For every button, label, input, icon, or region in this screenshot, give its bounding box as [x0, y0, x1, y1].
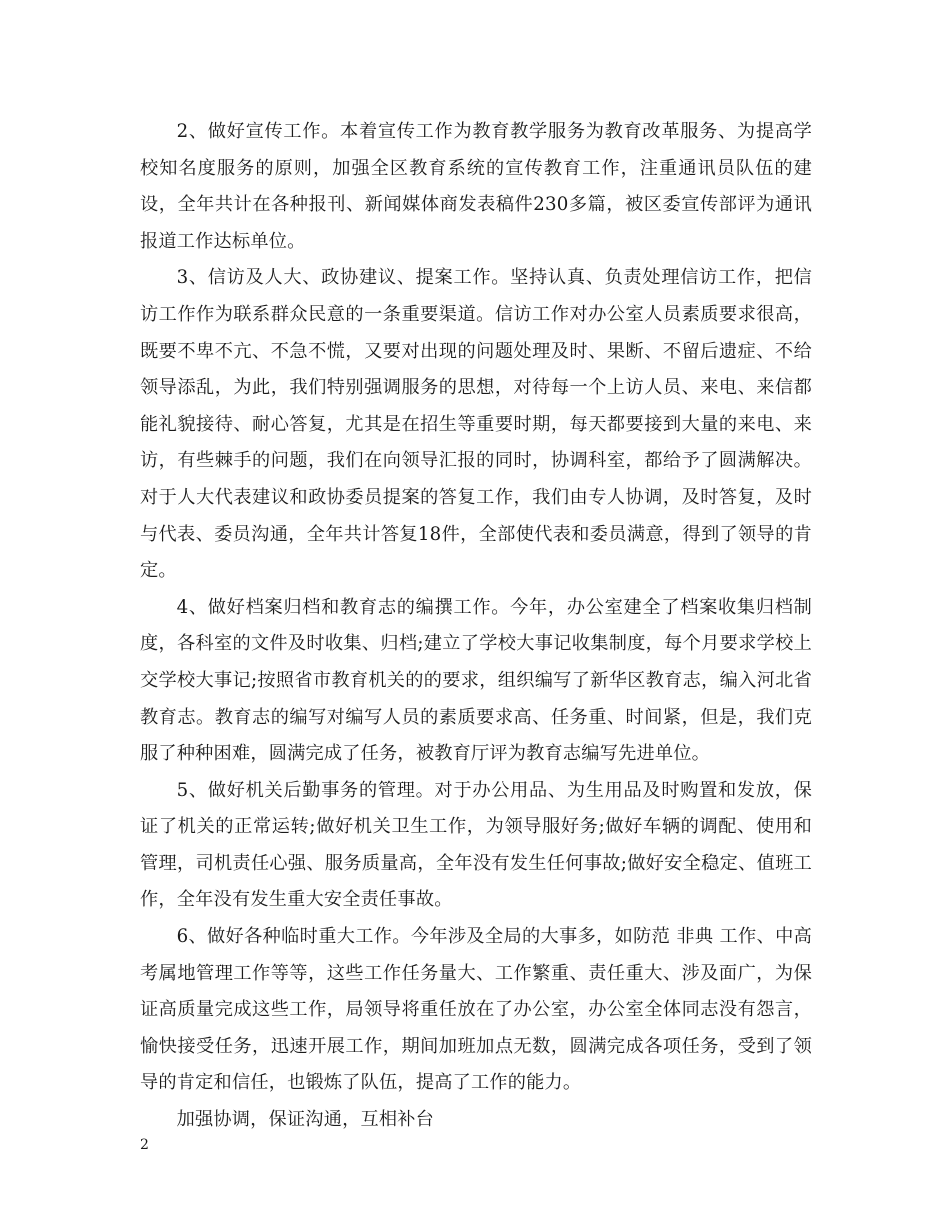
paragraph-petition-work: 3、信访及人大、政协建议、提案工作。坚持认真、负责处理信访工作，把信访工作作为联系群众民意的一条重要渠道。信访工作对办公室人员素质要求很高，既要不卑不亢、不急不慌，又要对出现的问题处理及时、果断、不留后遗症、不给领导添乱，为此，我们特别强调服务的思想，对待每一个上访人员、来电、来信都能礼貌接待、耐心答复，尤其是在招生等重要时期，每天都要接到大量的来电、来访，有些棘手的问题，我们在向领导汇报的同时，协调科室，都给予了圆满解决。对于人大代表建议和政协委员提案的答复工作，我们由专人协调，及时答复，及时与代表、委员沟通，全年共计答复18件，全部使代表和委员满意，得到了领导的肯定。 — [140, 267, 812, 582]
paragraph-temporary-work: 6、做好各种临时重大工作。今年涉及全局的大事多，如防范 非典 工作、中高考属地管理工作等等，这些工作任务量大、工作繁重、责任重大、涉及面广，为保证高质量完成这些工作，局领导将重任放在了办公室，办公室全体同志没有怨言，愉快接受任务，迅速开展工作，期间加班加点无数，圆满完成各项任务，受到了领导的肯定和信任，也锻炼了队伍，提高了工作的能力。 — [140, 926, 812, 1094]
document-body — [140, 114, 812, 1139]
paragraph-archives-work: 4、做好档案归档和教育志的编撰工作。今年，办公室建全了档案收集归档制度，各科室的文件及时收集、归档;建立了学校大事记收集制度，每个月要求学校上交学校大事记;按照省市教育机关的的要求，组织编写了新华区教育志，编入河北省教育志。教育志的编写对编写人员的素质要求高、任务重、时间紧，但是，我们克服了种种困难，圆满完成了任务，被教育厅评为教育志编写先进单位。 — [140, 596, 812, 765]
paragraph-logistics-work: 5、做好机关后勤事务的管理。对于办公用品、为生用品及时购置和发放，保证了机关的正常运转;做好机关卫生工作，为领导服好务;做好车辆的调配、使用和管理，司机责任心强、服务质量高，全年没有发生任何事故;做好安全稳定、值班工作，全年没有发生重大安全责任事故。 — [140, 779, 812, 911]
paragraph-publicity-work: 2、做好宣传工作。本着宣传工作为教育教学服务为教育改革服务、为提高学校知名度服务的原则，加强全区教育系统的宣传教育工作，注重通讯员队伍的建设，全年共计在各种报刊、新闻媒体商发表稿件230多篇，被区委宣传部评为通讯报道工作达标单位。 — [140, 121, 812, 252]
page-number: 2 — [140, 1137, 149, 1153]
paragraph-section-heading: 加强协调，保证沟通，互相补台 — [176, 1109, 435, 1131]
